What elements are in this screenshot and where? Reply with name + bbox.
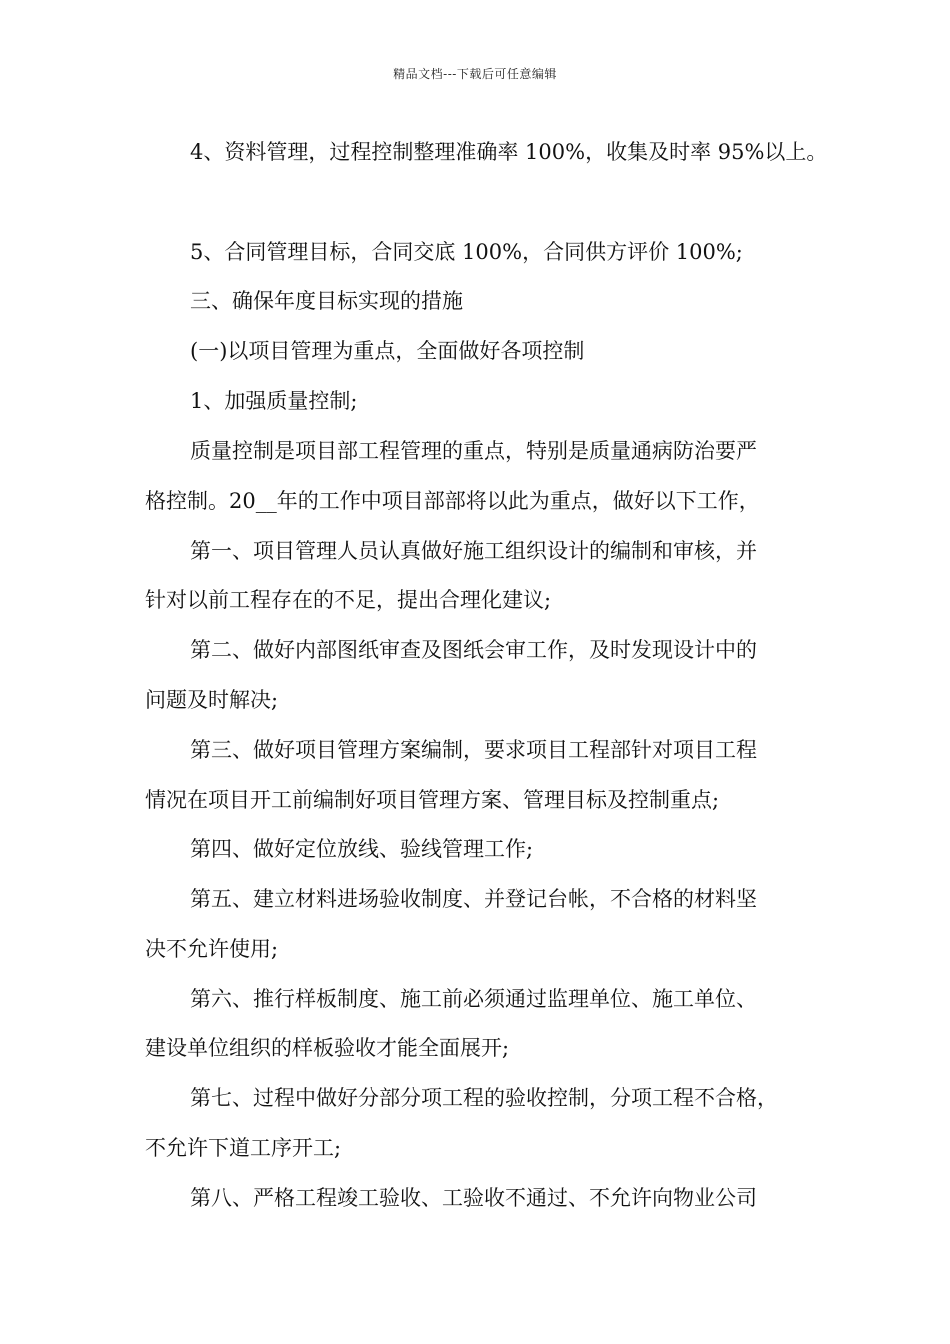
subsection-heading: (一)以项目管理为重点，全面做好各项控制 — [190, 339, 585, 363]
paragraph-line: 第五、建立材料进场验收制度、并登记台帐，不合格的材料坚 — [190, 887, 757, 911]
paragraph-line: 第八、严格工程竣工验收、工验收不通过、不允许向物业公司 — [190, 1186, 757, 1210]
paragraph-line: 第一、项目管理人员认真做好施工组织设计的编制和审核，并 — [190, 539, 757, 563]
paragraph-line: 建设单位组织的样板验收才能全面展开; — [145, 1036, 510, 1060]
paragraph-line: 第七、过程中做好分部分项工程的验收控制，分项工程不合格， — [190, 1086, 778, 1110]
paragraph-line: 4、资料管理，过程控制整理准确率 100%，收集及时率 95%以上。 — [190, 140, 828, 164]
paragraph-line: 第六、推行样板制度、施工前必须通过监理单位、施工单位、 — [190, 987, 757, 1011]
paragraph-line: 针对以前工程存在的不足，提出合理化建议; — [145, 588, 552, 612]
paragraph-line: 不允许下道工序开工; — [145, 1136, 342, 1160]
page-header: 精品文档---下载后可任意编辑 — [393, 67, 557, 81]
paragraph-line: 决不允许使用; — [145, 937, 279, 961]
item-heading: 1、加强质量控制; — [190, 389, 358, 413]
paragraph-line: 格控制。20__年的工作中项目部部将以此为重点，做好以下工作， — [145, 489, 760, 513]
paragraph-line: 第四、做好定位放线、验线管理工作; — [190, 837, 534, 861]
paragraph-line: 情况在项目开工前编制好项目管理方案、管理目标及控制重点; — [145, 788, 720, 812]
paragraph-line: 第三、做好项目管理方案编制，要求项目工程部针对项目工程 — [190, 738, 757, 762]
paragraph-line: 第二、做好内部图纸审查及图纸会审工作，及时发现设计中的 — [190, 638, 757, 662]
section-heading: 三、确保年度目标实现的措施 — [190, 289, 463, 313]
paragraph-line: 5、合同管理目标，合同交底 100%，合同供方评价 100%; — [190, 240, 743, 264]
paragraph-line: 质量控制是项目部工程管理的重点，特别是质量通病防治要严 — [190, 439, 757, 463]
paragraph-line: 问题及时解决; — [145, 688, 279, 712]
